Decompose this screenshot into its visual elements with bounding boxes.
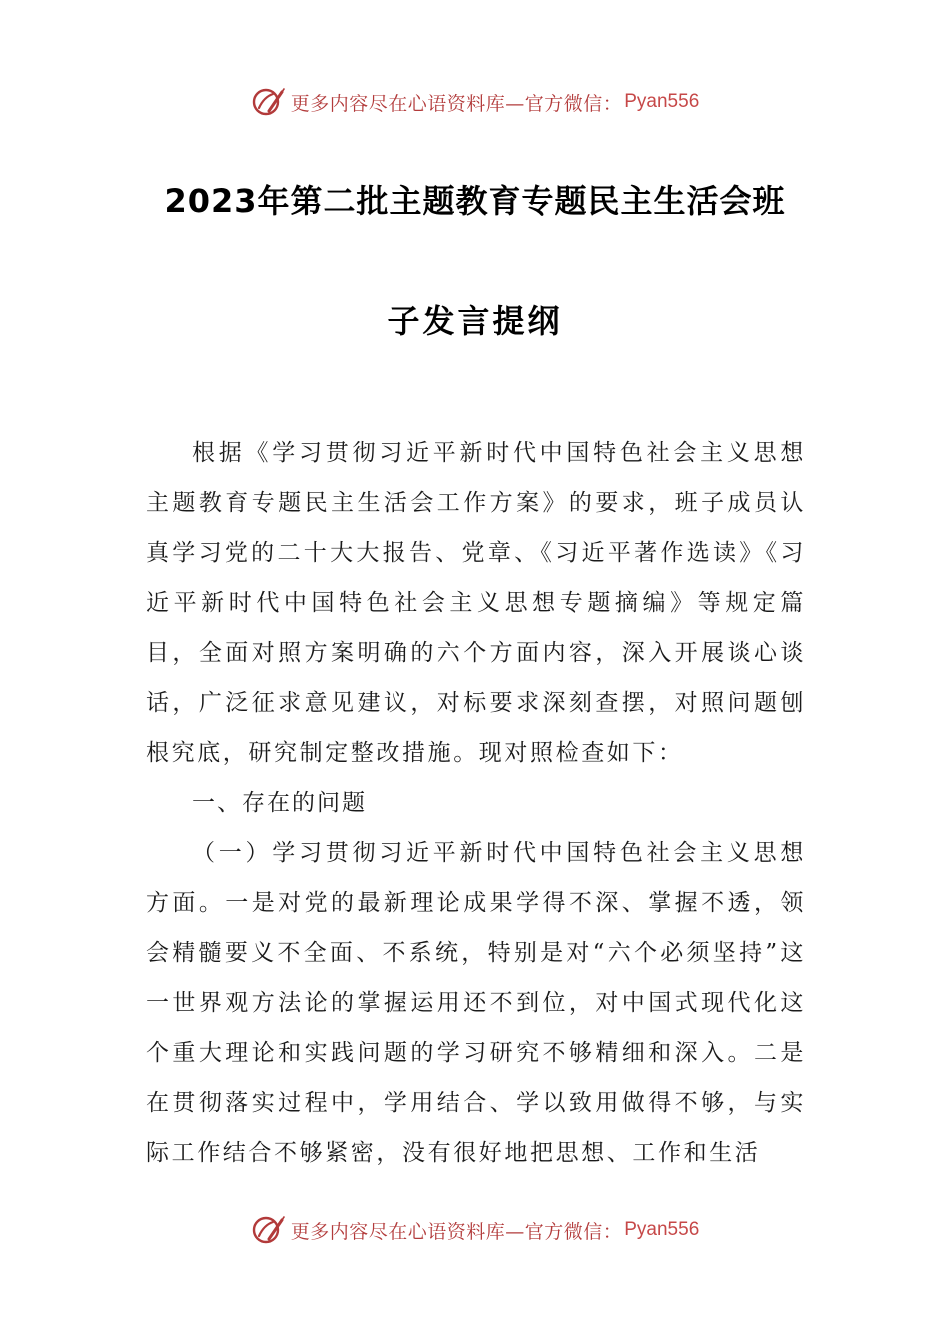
watermark-banner-bottom — [0, 1210, 950, 1250]
pen-seal-icon — [251, 85, 285, 119]
pen-seal-icon — [251, 1213, 285, 1247]
subsection-paragraph-1: （一）学习贯彻习近平新时代中国特色社会主义思想方面。一是对党的最新理论成果学得不深、掌握不透，领会精髓要义不全面、不系统，特别是对“六个必须坚持”这一世界观方法论的掌握运用还不到位，对中国式现代化这个重大理论和实践问题的学习研究不够精细和深入。二是在贯彻落实过程中，学用结合、学以致用做得不够，与实际工作结合不够紧密，没有很好地把思想、工作和生活 — [146, 840, 806, 1166]
document-body — [146, 428, 806, 1178]
section-heading-problems: 一、存在的问题 — [192, 790, 367, 816]
document-title-line-1: 2023年第二批主题教育专题民主生活会班 — [164, 182, 786, 220]
watermark-text: 更多内容尽在心语资料库—官方微信： — [290, 92, 623, 115]
watermark-wechat-id: Pyan556 — [624, 1219, 700, 1240]
watermark-text: 更多内容尽在心语资料库—官方微信： — [290, 1220, 623, 1243]
watermark-banner-top — [0, 82, 950, 122]
intro-paragraph: 根据《学习贯彻习近平新时代中国特色社会主义思想主题教育专题民主生活会工作方案》的要求，班子成员认真学习党的二十大大报告、党章、《习近平著作选读》《习近平新时代中国特色社会主义思想专题摘编》等规定篇目，全面对照方案明确的六个方面内容，深入开展谈心谈话，广泛征求意见建议，对标要求深刻查摆，对照问题刨根究底，研究制定整改措施。现对照检查如下： — [146, 440, 806, 766]
watermark-wechat-id: Pyan556 — [624, 91, 700, 112]
document-title-line-2: 子发言提纲 — [387, 302, 563, 340]
